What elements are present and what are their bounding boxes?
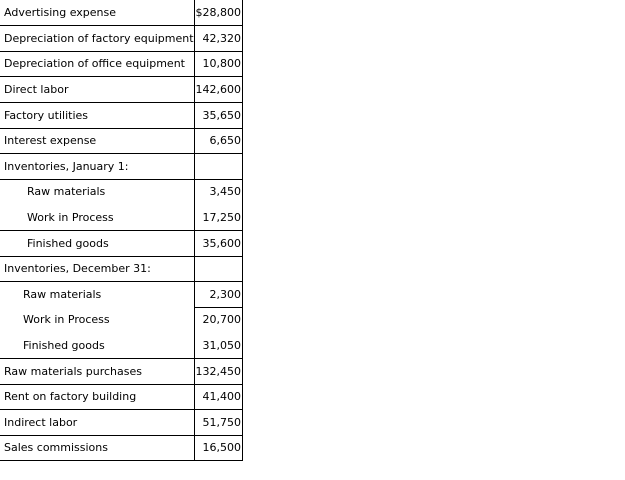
- grid-line: [195, 307, 243, 308]
- table-row: [0, 307, 243, 333]
- row-value: 41,400: [202, 390, 241, 404]
- table-row: [0, 384, 243, 410]
- row-label: Factory utilities: [4, 108, 88, 122]
- table-row: [0, 435, 243, 461]
- table-row: [0, 26, 243, 52]
- row-value: 42,320: [202, 31, 241, 45]
- table-row: [0, 205, 243, 231]
- row-value: 51,750: [202, 415, 241, 429]
- row-label: Direct labor: [4, 83, 69, 97]
- table-row: [0, 128, 243, 154]
- row-value: 35,600: [202, 236, 241, 250]
- grid-line: [0, 409, 243, 410]
- row-label: Advertising expense: [4, 6, 117, 20]
- row-value: [195, 256, 243, 282]
- grid-line: [0, 179, 243, 180]
- table-row: [0, 358, 243, 384]
- row-value: 20,700: [202, 313, 241, 327]
- table-row: [0, 154, 243, 180]
- row-value: 35,650: [202, 108, 241, 122]
- row-label: Raw materials: [27, 185, 106, 199]
- row-label: Finished goods: [27, 236, 109, 250]
- row-value: 132,450: [195, 364, 241, 378]
- row-value: 142,600: [195, 83, 241, 97]
- table-row: [0, 51, 243, 77]
- row-value: [195, 154, 243, 180]
- row-value: $28,800: [195, 6, 241, 20]
- table-row: [0, 410, 243, 436]
- grid-line: [0, 384, 243, 385]
- row-label: Inventories, December 31:: [4, 262, 151, 276]
- grid-line: [0, 153, 243, 154]
- grid-line: [0, 102, 243, 103]
- grid-line: [0, 51, 243, 52]
- row-label: Raw materials: [23, 287, 102, 301]
- row-value: 17,250: [202, 211, 241, 225]
- table-row: [0, 333, 243, 359]
- table-row: [0, 77, 243, 103]
- row-label: Interest expense: [4, 134, 97, 148]
- row-value: 3,450: [209, 185, 241, 199]
- row-value: 2,300: [209, 287, 241, 301]
- row-value: 10,800: [202, 57, 241, 71]
- grid-line: [0, 128, 243, 129]
- grid-line: [0, 460, 243, 461]
- grid-line: [0, 435, 243, 436]
- grid-line: [0, 25, 243, 26]
- grid-line: [0, 358, 243, 359]
- row-label: Indirect labor: [4, 415, 78, 429]
- cost-table: [0, 0, 243, 461]
- grid-line: [0, 76, 243, 77]
- row-label: Depreciation of factory equipment: [4, 31, 194, 45]
- grid-line: [0, 230, 243, 231]
- table-row: [0, 179, 243, 205]
- grid-line: [0, 256, 243, 257]
- table-row: [0, 230, 243, 256]
- row-value: 6,650: [209, 134, 241, 148]
- row-label: Finished goods: [23, 339, 105, 353]
- row-label: Rent on factory building: [4, 390, 137, 404]
- row-label: Inventories, January 1:: [4, 159, 129, 173]
- grid-line: [0, 281, 243, 282]
- row-value: 31,050: [202, 339, 241, 353]
- table-row: [0, 282, 243, 308]
- row-value: 16,500: [202, 441, 241, 455]
- row-label: Sales commissions: [4, 441, 108, 455]
- row-label: Work in Process: [23, 313, 110, 327]
- table-row: [0, 0, 243, 26]
- row-label: Raw materials purchases: [4, 364, 142, 378]
- table-row: [0, 102, 243, 128]
- table-row: [0, 256, 243, 282]
- row-label: Work in Process: [27, 211, 114, 225]
- row-label: Depreciation of office equipment: [4, 57, 185, 71]
